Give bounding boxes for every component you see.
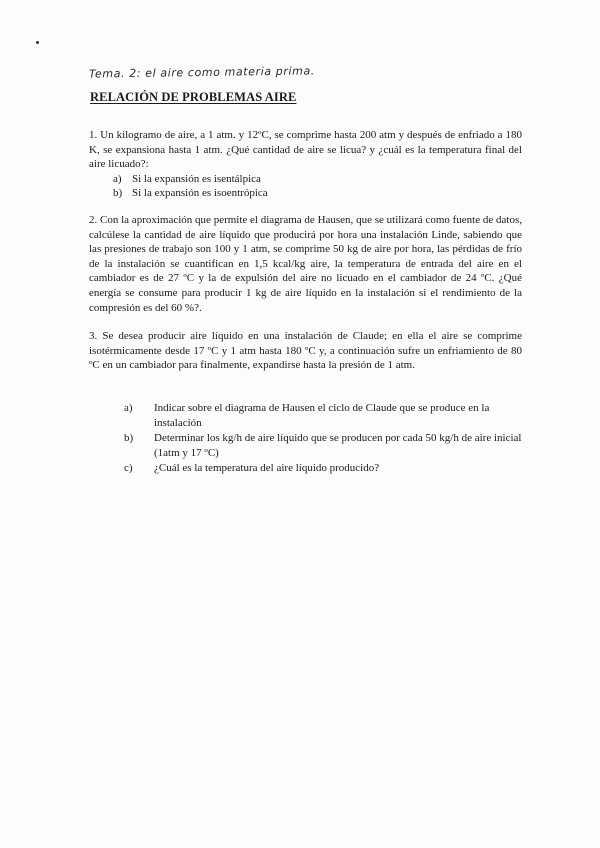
item-marker: b) bbox=[113, 187, 123, 200]
item-text: ¿Cuál es la temperatura del aire líquido producido? bbox=[154, 462, 380, 475]
list-item bbox=[113, 186, 522, 201]
item-marker: a) bbox=[113, 172, 122, 185]
list-item bbox=[124, 431, 522, 460]
list-item bbox=[113, 172, 522, 187]
item-marker: b) bbox=[124, 432, 134, 445]
list-item bbox=[124, 461, 522, 476]
item-text: Indicar sobre el diagrama de Hausen el ciclo de Claude que se produce en la instalación bbox=[154, 401, 490, 429]
item-marker: a) bbox=[124, 401, 133, 414]
problem-3-text: 3. Se desea producir aire líquido en una instalación de Claude; en ella el aire se comprime isotérmicamente desde 17 ºC y 1 atm hasta 180 ºC y, a continuación sufre un enfriamiento de 80 ºC en un cambiador para finalmente, expandirse hasta la presión de 1 atm. bbox=[89, 330, 522, 372]
problem-1-text: 1. Un kilogramo de aire, a 1 atm. y 12ºC, se comprime hasta 200 atm y después de enfriado a 180 K, se expansiona hasta 1 atm. ¿Qué cantidad de aire se licua? y ¿cuál es la temperatura final del aire licuado?: bbox=[89, 129, 522, 171]
list-item bbox=[124, 401, 522, 430]
item-text: Si la expansión es isentálpica bbox=[132, 172, 261, 185]
problem-2-text: 2. Con la aproximación que permite el diagrama de Hausen, que se utilizará como fuente de datos, calcúlese la cantidad de aire líquido que producirá por hora una instalación Linde, sabiendo que las presiones de trabajo son 100 y 1 atm, se comprime 50 kg de aire por hora, las pérdidas de frío de la instalación se cuantifican en 1,5 kcal/kg aire, la temperatura de entrada del aire en el cambiador es de 27 ºC y la de expulsión del aire no licuado en el cambiador de 24 ºC. ¿Qué energía se consume para producir 1 kg de aire líquido en la instalación si el rendimiento de la compresión es del 60 %?. bbox=[89, 213, 522, 314]
page-title: RELACIÓN DE PROBLEMAS AIRE bbox=[90, 90, 297, 104]
item-marker: c) bbox=[124, 462, 133, 475]
item-text: Determinar los kg/h de aire líquido que se producen por cada 50 kg/h de aire inicial (1atm y 17 ºC) bbox=[154, 432, 522, 459]
speck-mark bbox=[36, 41, 39, 44]
problem-3-questions bbox=[124, 401, 522, 476]
handwritten-note: Tema. 2: el aire como materia prima. bbox=[88, 64, 315, 81]
problem-1-options bbox=[113, 172, 522, 201]
problems-section bbox=[89, 128, 522, 477]
item-text: Si la expansión es isoentrópica bbox=[132, 187, 268, 200]
